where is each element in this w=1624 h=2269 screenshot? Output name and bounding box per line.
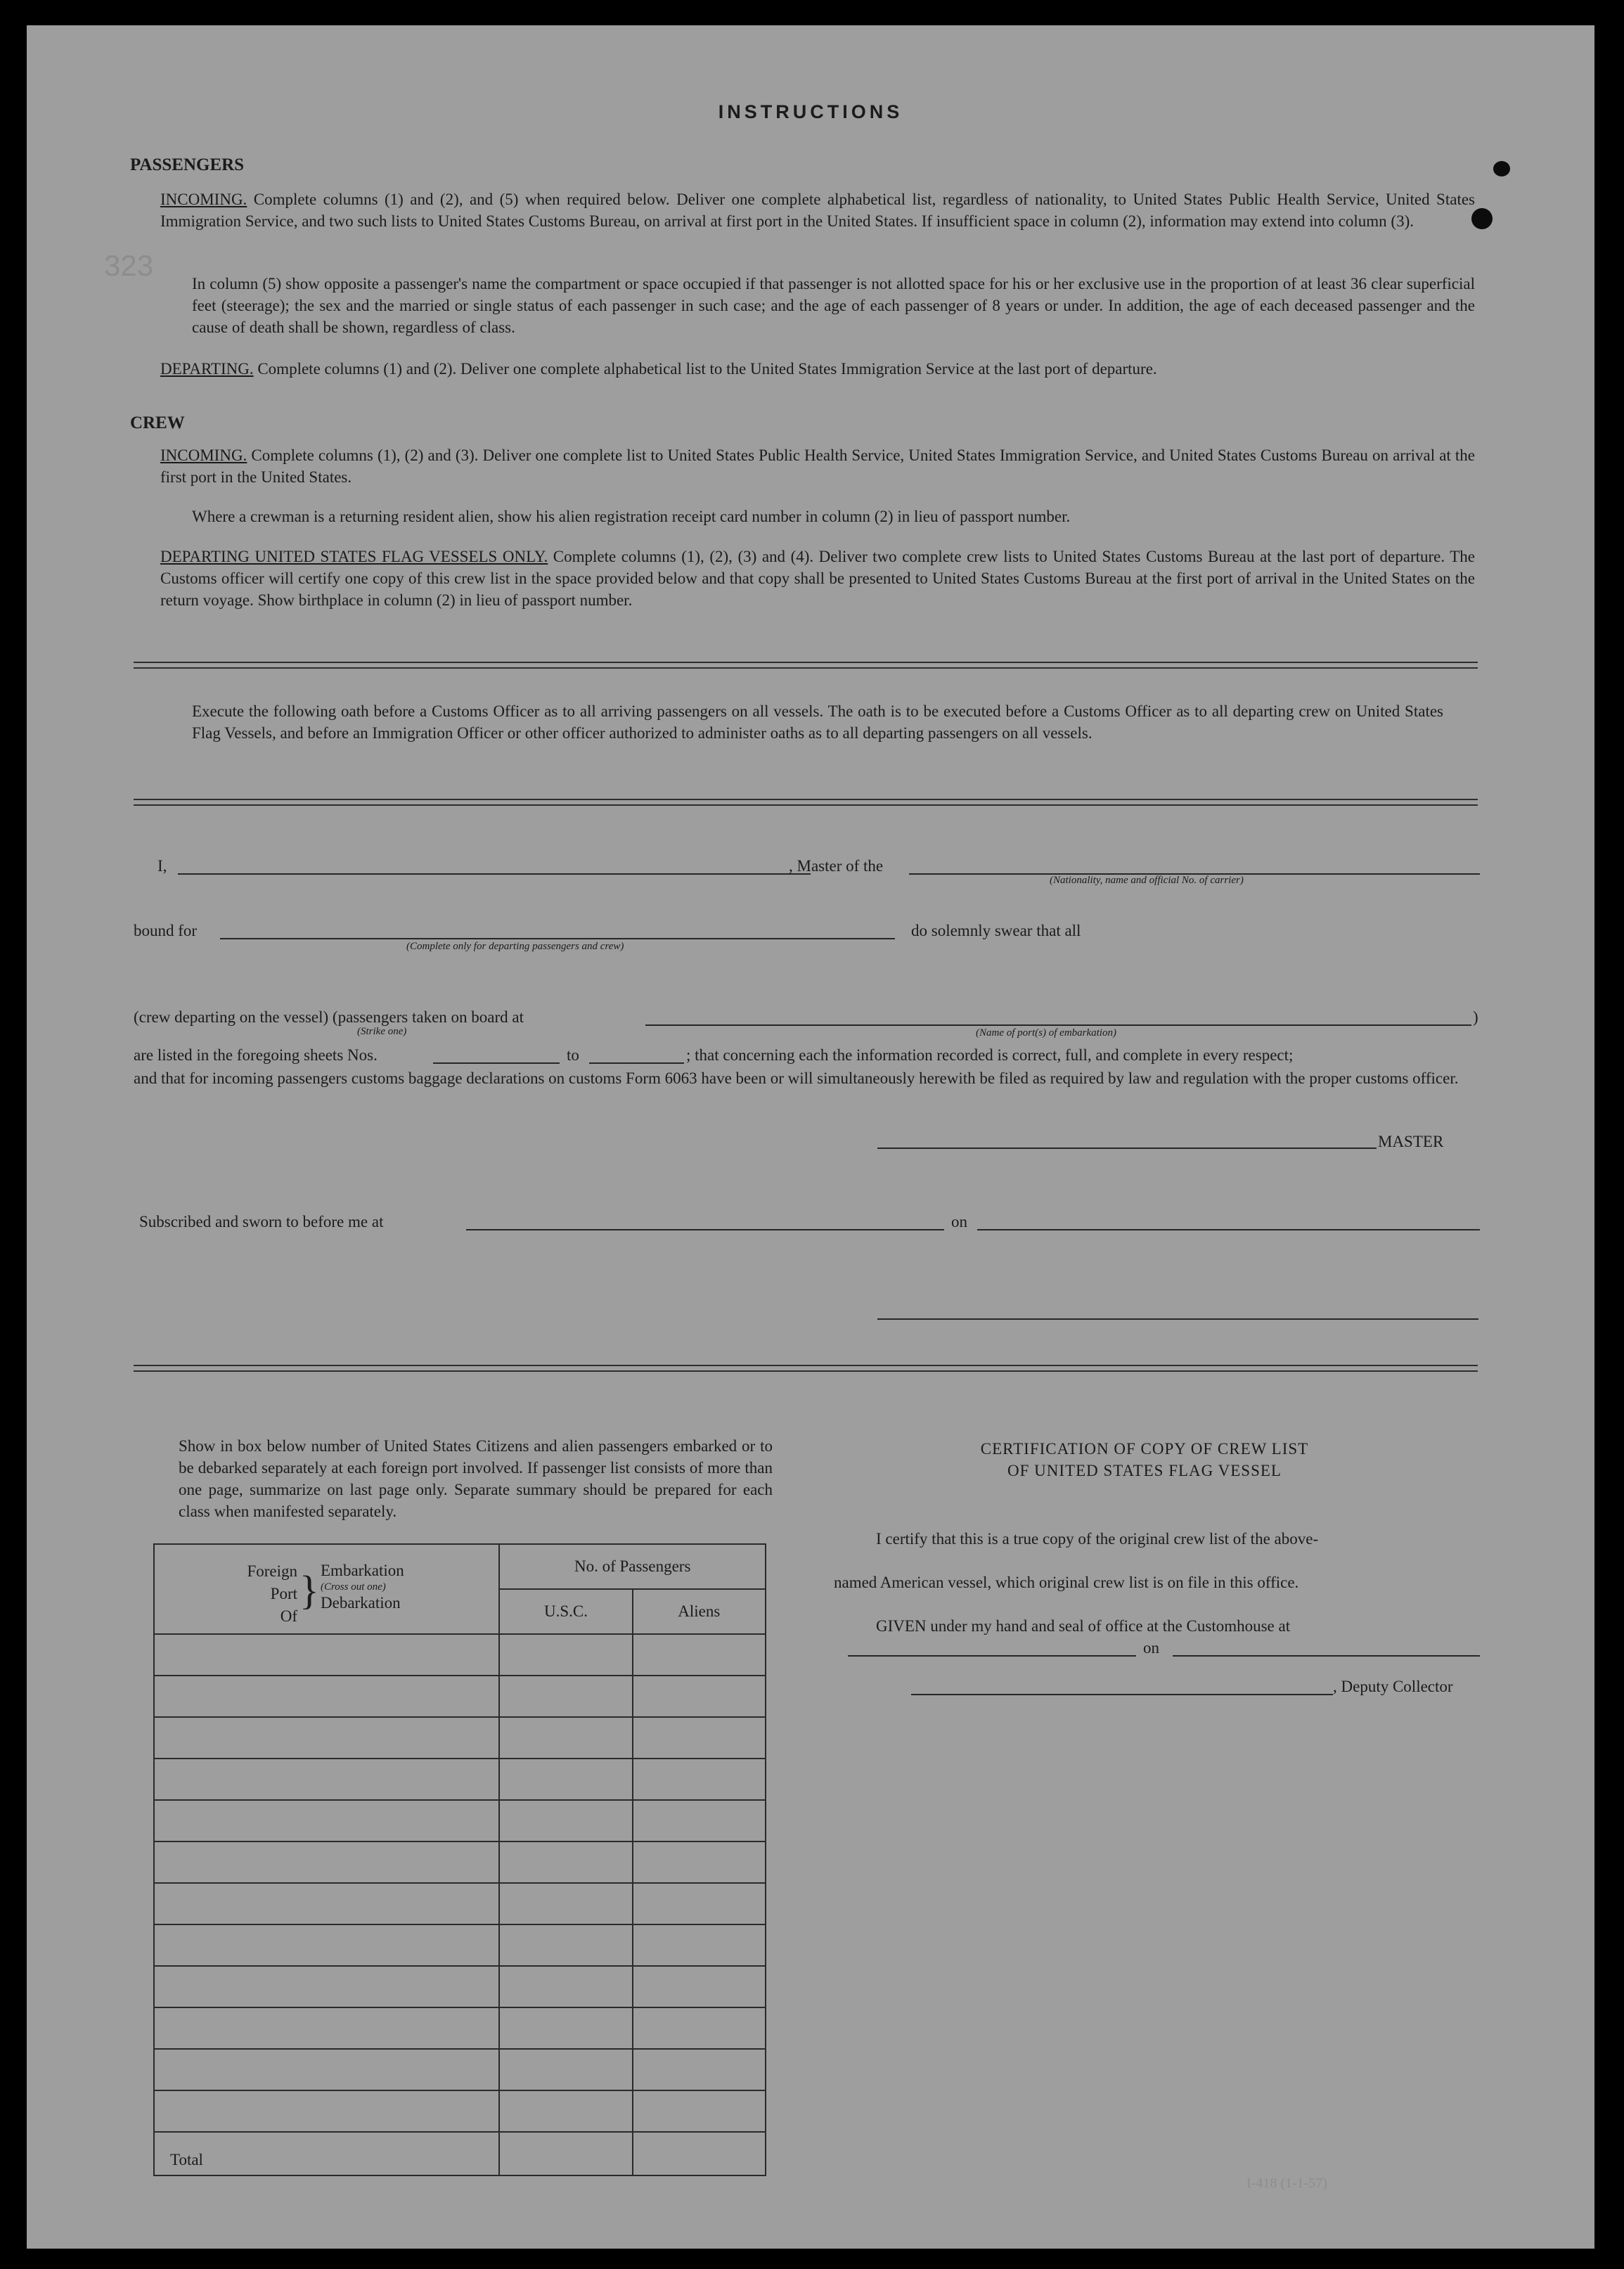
passengers-departing-label: DEPARTING. — [160, 360, 254, 378]
port-cell[interactable] — [154, 2090, 499, 2132]
aliens-cell[interactable] — [633, 1883, 766, 1924]
passengers-incoming-label: INCOMING. — [160, 191, 247, 208]
of-label: Of — [280, 1607, 297, 1625]
ports-field[interactable] — [645, 1024, 1471, 1026]
oath-sheets-a: are listed in the foregoing sheets Nos. — [134, 1046, 378, 1064]
passengers-incoming — [160, 188, 1475, 232]
bound-note: (Complete only for departing passengers and crew) — [406, 941, 624, 952]
usc-cell[interactable] — [499, 1800, 632, 1841]
port-cell[interactable] — [154, 1924, 499, 1966]
usc-cell[interactable] — [499, 1883, 632, 1924]
subscribed-date-field[interactable] — [977, 1229, 1480, 1230]
port-cell[interactable] — [154, 1966, 499, 2007]
port-cell[interactable] — [154, 2007, 499, 2049]
passengers-column5: In column (5) show opposite a passenger's name the compartment or space occupied if that passenger is not allotted space for his or her exclusive use in the proportion of at least 36 clear superficial feet (steerage); the sex and the married or single status of each passenger in such case; and the age of each passenger of 8 years or under. In addition, the age of each deceased passenger and the cause of death shall be shown, regardless of class. — [192, 275, 1475, 336]
master-name-field[interactable] — [178, 873, 811, 875]
ports-note: (Name of port(s) of embarkation) — [976, 1027, 1116, 1039]
table-row — [154, 1634, 766, 1676]
cross-out-note: (Cross out one) — [321, 1581, 386, 1593]
table-row — [154, 1966, 766, 2007]
usc-cell[interactable] — [499, 1717, 632, 1759]
foreign-label: Foreign — [247, 1562, 297, 1580]
port-cell[interactable] — [154, 2049, 499, 2090]
certification-date-field[interactable] — [1173, 1655, 1480, 1657]
instructions-title: INSTRUCTIONS — [718, 101, 903, 122]
usc-cell[interactable] — [499, 1966, 632, 2007]
no-passengers-header: No. of Passengers — [499, 1544, 766, 1589]
aliens-cell[interactable] — [633, 1717, 766, 1759]
deputy-signature-field[interactable] — [911, 1694, 1333, 1695]
certification-title-1: CERTIFICATION OF COPY OF CREW LIST — [980, 1440, 1309, 1458]
total-label: Total — [154, 2132, 499, 2175]
port-cell[interactable] — [154, 1676, 499, 1717]
port-cell[interactable] — [154, 1841, 499, 1883]
crew-incoming-text: Complete columns (1), (2) and (3). Deliver one complete list to United States Public Health Service, United States Immigration Service, and United States Customs Bureau on arrival at the first port in the United States. — [160, 446, 1475, 486]
master-label: MASTER — [1378, 1133, 1444, 1150]
table-row — [154, 1924, 766, 1966]
oath-sheets-to: to — [567, 1046, 579, 1064]
aliens-cell[interactable] — [633, 1800, 766, 1841]
oath-i-label: I, — [157, 857, 167, 875]
table-row — [154, 1883, 766, 1924]
summary-instructions: Show in box below number of United States Citizens and alien passengers embarked or to be debarked separately at each foreign port involved. If passenger list consists of more than one page, summarize on last page only. Separate summary should be prepared for each class when manifested separately. — [179, 1437, 773, 1520]
port-label: Port — [270, 1585, 297, 1602]
sheet-from-field[interactable] — [433, 1062, 560, 1064]
passengers-heading: PASSENGERS — [130, 155, 245, 174]
aliens-cell[interactable] — [633, 2007, 766, 2049]
sheet-to-field[interactable] — [589, 1062, 684, 1064]
usc-header: U.S.C. — [499, 1589, 632, 1634]
usc-cell[interactable] — [499, 2007, 632, 2049]
table-row — [154, 1759, 766, 1800]
table-row — [154, 2049, 766, 2090]
debarkation-label: Debarkation — [321, 1594, 401, 1612]
aliens-cell[interactable] — [633, 2090, 766, 2132]
sheet-number-mark: 323 — [104, 249, 154, 282]
certify-line-1: I certify that this is a true copy of the original crew list of the above- — [876, 1530, 1319, 1548]
total-aliens-cell[interactable] — [633, 2132, 766, 2175]
aliens-cell[interactable] — [633, 1634, 766, 1676]
usc-cell[interactable] — [499, 1924, 632, 1966]
total-row — [154, 2132, 766, 2175]
aliens-cell[interactable] — [633, 1841, 766, 1883]
oath-solemnly: do solemnly swear that all — [911, 922, 1081, 939]
oath-bound-for: bound for — [134, 922, 198, 939]
certification-given: GIVEN under my hand and seal of office at the Customhouse at — [876, 1617, 1291, 1635]
oath-on: on — [951, 1213, 967, 1230]
oath-sheets-b: ; that concerning each the information recorded is correct, full, and complete in every respect; — [686, 1046, 1294, 1064]
deputy-collector-label: , Deputy Collector — [1333, 1678, 1453, 1695]
bound-for-field[interactable] — [220, 938, 895, 939]
section-divider-3 — [134, 1365, 1478, 1372]
form-code-mark: I-418 (1-1-57) — [1246, 2175, 1327, 2191]
master-signature-field[interactable] — [877, 1148, 1377, 1149]
certify-line-2: named American vessel, which original crew list is on file in this office. — [834, 1574, 1299, 1591]
usc-cell[interactable] — [499, 1759, 632, 1800]
crew-resident-alien: Where a crewman is a returning resident alien, show his alien registration receipt card number in column (2) in lieu of passport number. — [192, 508, 1071, 525]
brace: } — [299, 1567, 319, 1613]
aliens-cell[interactable] — [633, 1759, 766, 1800]
aliens-cell[interactable] — [633, 1966, 766, 2007]
section-divider-2 — [134, 799, 1478, 806]
crew-incoming-label: INCOMING. — [160, 446, 247, 464]
crew-heading: CREW — [130, 413, 185, 432]
oath-baggage: and that for incoming passengers customs baggage declarations on customs Form 6063 have been or will simultaneously herewith be filed as required by law and regulation with the proper customs officer. — [134, 1069, 1459, 1087]
usc-cell[interactable] — [499, 1841, 632, 1883]
embarkation-label: Embarkation — [321, 1562, 404, 1579]
oath-subscribed: Subscribed and sworn to before me at — [139, 1213, 384, 1230]
port-cell[interactable] — [154, 1800, 499, 1841]
usc-cell[interactable] — [499, 2049, 632, 2090]
customhouse-field[interactable] — [848, 1655, 1136, 1657]
section-divider-1 — [134, 662, 1478, 669]
oath-intro: Execute the following oath before a Customs Officer as to all arriving passengers on all vessels. The oath is to be executed before a Customs Officer as to all departing crew on United States Flag Vessels, and before an Immigration Officer or other officer authorized to administer oaths as to all departing passengers on all vessels. — [192, 702, 1443, 742]
close-paren: ) — [1473, 1008, 1478, 1026]
port-cell[interactable] — [154, 1634, 499, 1676]
certification-title-2: OF UNITED STATES FLAG VESSEL — [1007, 1462, 1282, 1479]
table-row — [154, 1717, 766, 1759]
form-sheet — [27, 25, 1594, 2249]
usc-cell[interactable] — [499, 2090, 632, 2132]
aliens-cell[interactable] — [633, 2049, 766, 2090]
oath-master-of: , Master of the — [789, 857, 884, 875]
carrier-note: (Nationality, name and official No. of carrier) — [1050, 875, 1244, 886]
crew-departing-label: DEPARTING UNITED STATES FLAG VESSELS ONLY. — [160, 548, 548, 565]
passengers-incoming-text: Complete columns (1) and (2), and (5) when required below. Deliver one complete alphabetical list, regardless of nationality, to United States Public Health Service, United States Immigration Service, and two such lists to United States Customs Bureau, on arrival at first port in the United States. If insufficient space in column (2), information may extend into column (3). — [160, 191, 1476, 230]
subscribed-place-field[interactable] — [466, 1229, 944, 1230]
crew-departing — [160, 546, 1475, 611]
passengers-departing-text: Complete columns (1) and (2). Deliver one complete alphabetical list to the United States Immigration Service at the last port of departure. — [257, 360, 1157, 378]
table-row — [154, 1800, 766, 1841]
oath-crew-departing: (crew departing on the vessel) (passengers taken on board at — [134, 1008, 524, 1026]
usc-cell[interactable] — [499, 1676, 632, 1717]
port-cell[interactable] — [154, 1883, 499, 1924]
aliens-header: Aliens — [633, 1589, 766, 1634]
port-cell[interactable] — [154, 1717, 499, 1759]
passengers-departing — [160, 358, 1475, 380]
aliens-cell[interactable] — [633, 1676, 766, 1717]
certification-on: on — [1143, 1639, 1159, 1657]
crew-incoming — [160, 444, 1475, 488]
table-row — [154, 1841, 766, 1883]
passenger-summary-table — [153, 1543, 766, 2176]
officer-signature-field[interactable] — [877, 1318, 1478, 1320]
table-row — [154, 2090, 766, 2132]
port-cell[interactable] — [154, 1759, 499, 1800]
ink-blot — [1471, 208, 1493, 229]
table-row — [154, 2007, 766, 2049]
strike-one-note: (Strike one) — [357, 1026, 407, 1037]
crew-departing-text: Complete columns (1), (2), (3) and (4). Deliver two complete crew lists to United States Customs Bureau at the last port of departure. The Customs officer will certify one copy of this crew list in the space provided below and that copy shall be presented to United States Customs Bureau at the first port of arrival in the United States on the return voyage. Show birthplace in column (2) in lieu of passport number. — [160, 548, 1476, 609]
usc-cell[interactable] — [499, 1634, 632, 1676]
aliens-cell[interactable] — [633, 1924, 766, 1966]
table-row — [154, 1676, 766, 1717]
port-header-cell — [154, 1544, 499, 1634]
total-usc-cell[interactable] — [499, 2132, 632, 2175]
ink-blot — [1493, 161, 1510, 176]
table-header-row — [154, 1544, 766, 1589]
